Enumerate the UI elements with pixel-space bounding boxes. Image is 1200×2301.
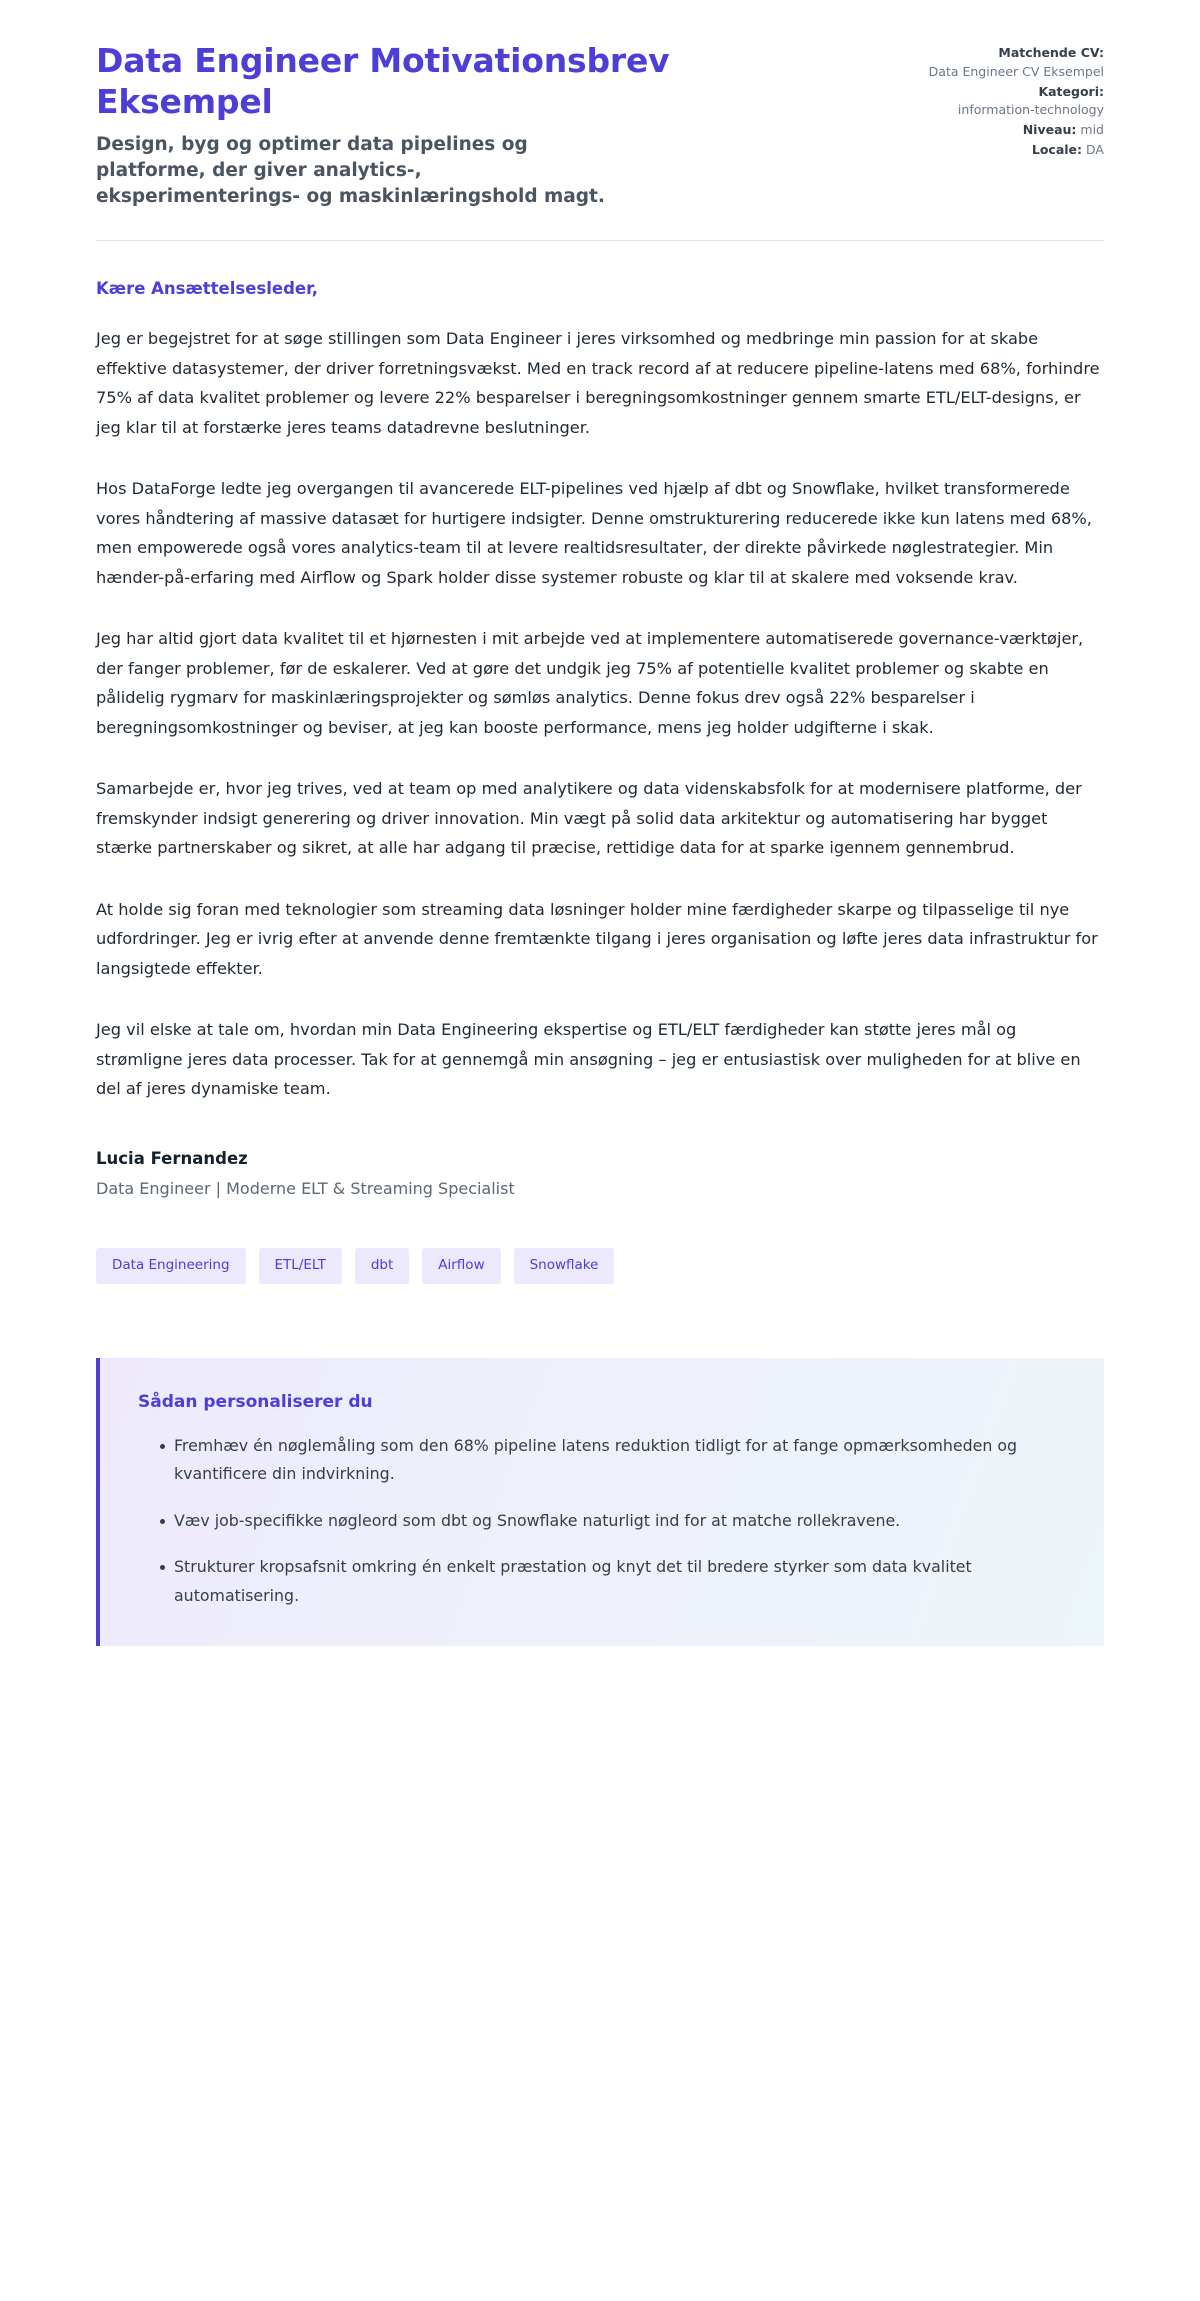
tips-list-item: Væv job-specifikke nøgleord som dbt og Snowflake naturligt ind for at matche rollekravene.	[160, 1507, 1064, 1535]
meta-matching-cv-value: Data Engineer CV Eksempel	[928, 63, 1104, 79]
letter-paragraph: At holde sig foran med teknologier som streaming data løsninger holder mine færdigheder skarpe og tilpasselige til nye udfordringer. Jeg er ivrig efter at anvende denne fremtænkte tilgang i jeres organisation og løfte jeres data infrastruktur for langsigtede effekter.	[96, 899, 1098, 978]
page-subtitle: Design, byg og optimer data pipelines og platforme, der giver analytics-, eksperimenterings- og maskinlæringshold magt.	[96, 133, 605, 208]
tips-list-item: Fremhæv én nøglemåling som den 68% pipeline latens reduktion tidligt for at fange opmærksomheden og kvantificere din indvirkning.	[160, 1432, 1064, 1489]
letter-paragraph: Jeg har altid gjort data kvalitet til et hjørnesten i mit arbejde ved at implementere automatiserede governance-værktøjer, der fanger problemer, før de eskalerer. Ved at gøre det undgik jeg 75% af potentielle kvalitet problemer og skabte en pålidelig rygmarv for maskinlæringsprojekter og sømløs analytics. Denne fokus drev også 22% besparelser i beregningsomkostninger og beviser, at jeg kan booste performance, mens jeg holder udgifterne i skak.	[96, 629, 1084, 737]
meta-locale	[914, 141, 1104, 160]
skill-tag[interactable]: dbt	[355, 1248, 409, 1284]
meta-level	[914, 121, 1104, 140]
meta-level-value: mid	[1080, 122, 1104, 137]
tips-list-item: Strukturer kropsafsnit omkring én enkelt præstation og knyt det til bredere styrker som data kvalitet automatisering.	[160, 1553, 1064, 1610]
page-header	[96, 40, 1104, 210]
letter-body	[96, 241, 1104, 1646]
skill-tag-list	[96, 1248, 1104, 1284]
skill-tag[interactable]: Airflow	[422, 1248, 500, 1284]
tips-title: Sådan personaliserer du	[138, 1391, 373, 1412]
document-metadata	[914, 40, 1104, 161]
signature-name: Lucia Fernandez	[96, 1149, 248, 1169]
letter-paragraph: Jeg er begejstret for at søge stillingen som Data Engineer i jeres virksomhed og medbringe min passion for at skabe effektive datasystemer, der driver forretningsvækst. Med en track record af at reducere pipeline-latens med 68%, forhindre 75% af data kvalitet problemer og levere 22% besparelser i beregningsomkostninger gennem smarte ETL/ELT-designs, er jeg klar til at forstærke jeres teams datadrevne beslutninger.	[96, 329, 1100, 437]
meta-category	[914, 83, 1104, 121]
letter-paragraph: Hos DataForge ledte jeg overgangen til avancerede ELT-pipelines ved hjælp af dbt og Snowflake, hvilket transformerede vores håndtering af massive datasæt for hurtigere indsigter. Denne omstrukturering reducerede ikke kun latens med 68%, men empowerede også vores analytics-team til at levere realtidsresultater, der direkte påvirkede nøglestrategier. Min hænder-på-erfaring med Airflow og Spark holder disse systemer robuste og klar til at skalere med voksende krav.	[96, 479, 1092, 587]
letter-salutation: Kære Ansættelsesleder,	[96, 279, 319, 299]
personalization-tips-panel	[96, 1358, 1104, 1646]
meta-locale-label: Locale:	[1031, 141, 1083, 157]
meta-locale-value: DA	[1086, 141, 1104, 157]
page-title: Data Engineer Motivationsbrev Eksempel	[96, 41, 670, 122]
meta-level-label: Niveau:	[1022, 122, 1077, 137]
meta-category-value: information-technology	[957, 102, 1104, 118]
meta-matching-cv	[914, 44, 1104, 82]
skill-tag[interactable]: ETL/ELT	[259, 1248, 342, 1284]
skill-tag[interactable]: Snowflake	[514, 1248, 615, 1284]
meta-matching-cv-label: Matchende CV:	[998, 45, 1104, 60]
skill-tag[interactable]: Data Engineering	[96, 1248, 246, 1284]
signature-role: Data Engineer | Moderne ELT & Streaming Specialist	[96, 1179, 515, 1199]
letter-paragraph: Jeg vil elske at tale om, hvordan min Data Engineering ekspertise og ETL/ELT færdigheder kan støtte jeres mål og strømligne jeres data processer. Tak for at gennemgå min ansøgning – jeg er entusiastisk over muligheden for at blive en del af jeres dynamiske team.	[96, 1020, 1081, 1098]
header-titles	[96, 40, 856, 210]
signature-block	[96, 1149, 1104, 1198]
letter-paragraph: Samarbejde er, hvor jeg trives, ved at team op med analytikere og data videnskabsfolk for at modernisere platforme, der fremskynder indsigt generering og driver innovation. Min vægt på solid data arkitektur og automatisering har bygget stærke partnerskaber og sikret, at alle har adgang til præcise, rettidige data for at sparke igennem gennembrud.	[96, 779, 1082, 858]
tips-list	[138, 1432, 1064, 1610]
meta-category-label: Kategori:	[1038, 83, 1104, 99]
